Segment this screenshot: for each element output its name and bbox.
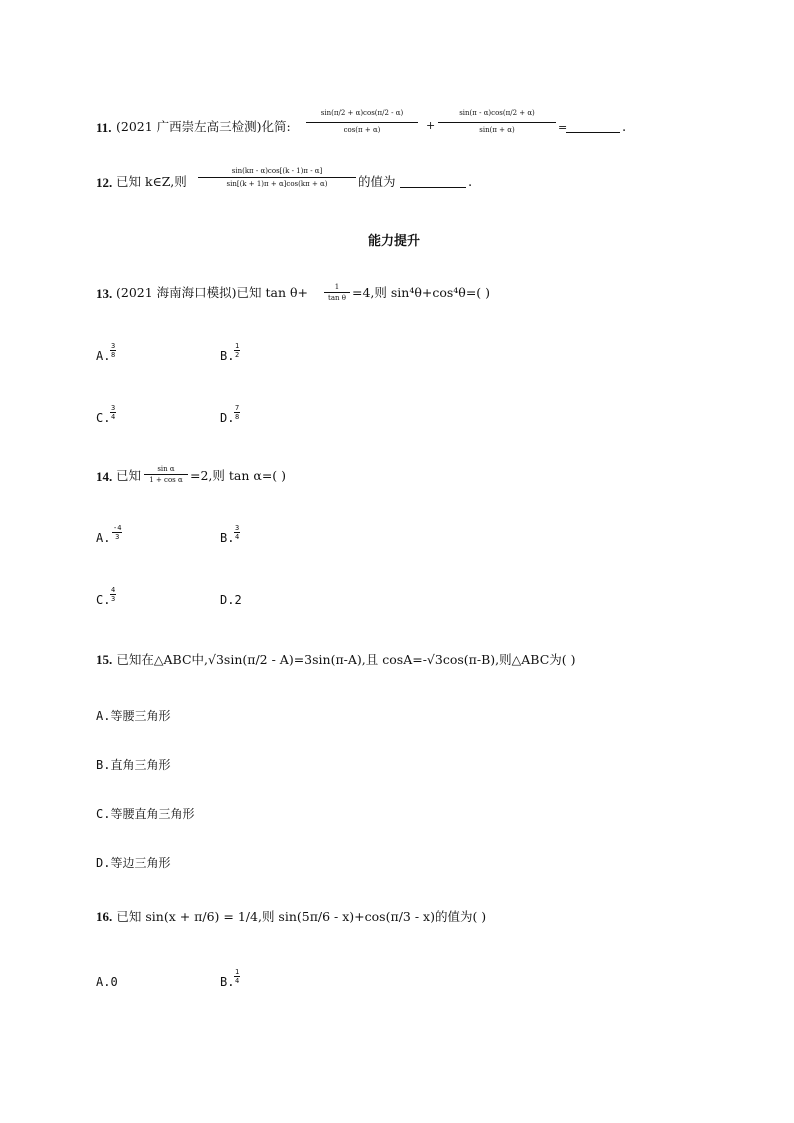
option-text: 等腰直角三角形 [110, 807, 195, 821]
option-label: B. [220, 975, 235, 989]
option-text: 直角三角形 [110, 758, 171, 772]
question-prefix: 已知 k∈Z,则 [116, 174, 187, 189]
numerator: -4 [113, 524, 122, 532]
q14-option-d[interactable] [220, 593, 242, 607]
fraction-denominator: sin[(k + 1)π + α]cos(kπ + α) [226, 180, 328, 188]
option-label: D. [220, 411, 235, 425]
fraction-denominator: 1 + cos α [149, 476, 183, 484]
numerator: 7 [235, 404, 240, 412]
question-number: 13. [96, 286, 113, 301]
fraction [198, 165, 356, 190]
denominator: 4 [111, 413, 116, 421]
option-text: 0 [110, 975, 118, 989]
numerator: 3 [235, 524, 240, 532]
fraction [144, 464, 188, 485]
question-16 [96, 909, 486, 926]
fraction-2-denominator: sin(π + α) [479, 126, 515, 134]
equals-sign: = [558, 121, 568, 134]
period: . [622, 120, 627, 135]
q16-option-a[interactable] [96, 975, 118, 989]
question-prefix: (2021 海南海口模拟)已知 tan θ+ [116, 285, 309, 300]
numerator: 3 [111, 404, 116, 412]
fraction [324, 282, 350, 303]
fraction-2-numerator: sin(π - α)cos(π/2 + α) [438, 104, 556, 123]
option-fraction [110, 586, 116, 603]
option-fraction [234, 524, 240, 541]
question-15 [96, 652, 575, 669]
fraction-numerator: sin(kπ - α)cos[(k - 1)π - α] [198, 165, 356, 178]
question-suffix: =4,则 sin⁴θ+cos⁴θ=( ) [352, 285, 491, 300]
option-label: D. [96, 856, 111, 870]
denominator: 4 [235, 533, 240, 541]
option-label: C. [96, 593, 111, 607]
option-fraction [110, 404, 116, 421]
section-title: 能力提升 [368, 234, 421, 249]
option-label: A. [96, 349, 111, 363]
fraction-2 [438, 104, 556, 137]
option-text: 等腰三角形 [110, 709, 171, 723]
question-source: (2021 广西崇左高三检测)化简: [116, 119, 291, 134]
option-label: B. [220, 349, 235, 363]
fraction-numerator: 1 [324, 282, 350, 293]
question-number: 16. [96, 909, 113, 924]
denominator: 2 [235, 351, 240, 359]
option-label: C. [96, 411, 111, 425]
question-number: 14. [96, 469, 113, 484]
denominator: 8 [235, 413, 240, 421]
option-label: C. [96, 807, 111, 821]
fraction-1-numerator: sin(π/2 + α)cos(π/2 - α) [306, 104, 418, 123]
question-number: 15. [96, 652, 113, 667]
option-label: A. [96, 709, 111, 723]
option-fraction [112, 524, 122, 541]
answer-blank[interactable] [566, 120, 620, 133]
q15-option-b[interactable] [96, 758, 170, 772]
question-text: 已知 sin(x + π/6) = 1/4,则 sin(5π/6 - x)+cos(π/3 - x)的值为( ) [116, 909, 487, 924]
question-suffix: =2,则 tan α=( ) [190, 468, 287, 483]
fraction-denominator: tan θ [328, 294, 346, 302]
plus-sign: + [426, 119, 436, 132]
option-fraction [110, 342, 116, 359]
option-label: B. [96, 758, 111, 772]
period: . [468, 175, 473, 190]
fraction-1-denominator: cos(π + α) [343, 126, 381, 134]
numerator: 3 [111, 342, 116, 350]
option-label: A. [96, 531, 111, 545]
option-text: 2 [234, 593, 242, 607]
question-number: 12. [96, 175, 113, 190]
question-prefix: 已知 [116, 468, 142, 483]
denominator: 3 [115, 533, 120, 541]
option-text: 等边三角形 [110, 856, 171, 870]
fraction-1 [306, 104, 418, 137]
denominator: 4 [235, 977, 240, 985]
denominator: 3 [111, 595, 116, 603]
q15-option-d[interactable] [96, 856, 170, 870]
fraction-numerator: sin α [144, 464, 188, 475]
option-label: B. [220, 531, 235, 545]
numerator: 1 [235, 968, 240, 976]
q15-option-a[interactable] [96, 709, 170, 723]
option-fraction [234, 342, 240, 359]
question-suffix: 的值为 [358, 174, 396, 189]
option-fraction [234, 968, 240, 985]
question-text: 已知在△ABC中,√3sin(π/2 - A)=3sin(π-A),且 cosA=-√3cos(π-B),则△ABC为( ) [116, 652, 576, 667]
denominator: 8 [111, 351, 116, 359]
q15-option-c[interactable] [96, 807, 194, 821]
option-label: D. [220, 593, 235, 607]
numerator: 4 [111, 586, 116, 594]
option-label: A. [96, 975, 111, 989]
answer-blank[interactable] [400, 175, 466, 188]
numerator: 1 [235, 342, 240, 350]
option-fraction [234, 404, 240, 421]
question-number: 11. [96, 120, 112, 135]
